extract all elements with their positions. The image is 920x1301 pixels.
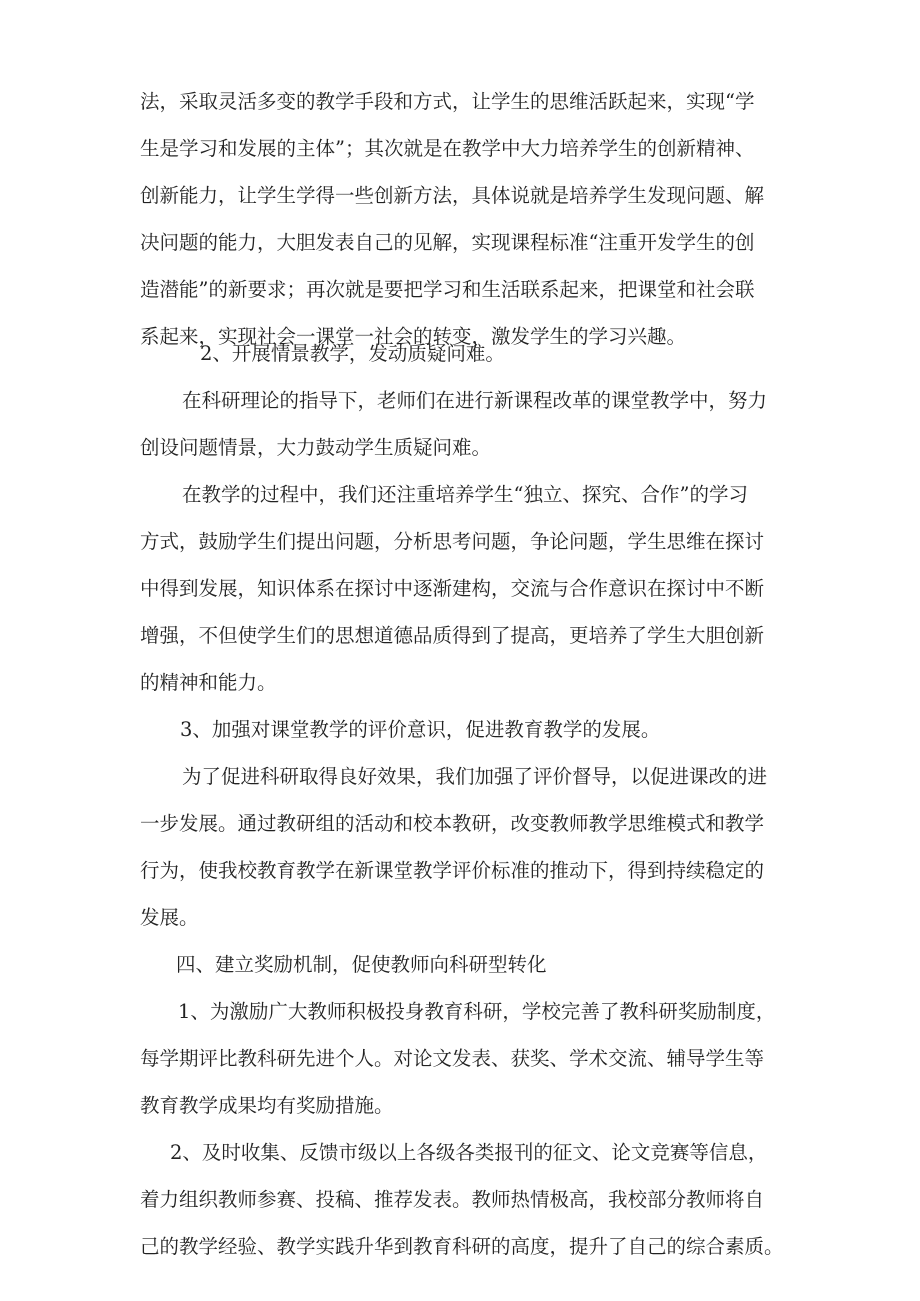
text-line: 每学期评比教科研先进个人。对论文发表、获奖、学术交流、辅导学生等 (140, 1047, 765, 1070)
text-line: 创新能力，让学生学得一些创新方法，具体说就是培养学生发现问题、解 (140, 184, 765, 207)
paragraph-first-line: 为了促进科研取得良好效果，我们加强了评价督导，以促进课改的进 (182, 765, 768, 788)
text-line: 发展。 (140, 906, 199, 929)
text-line: 系起来，实现社会一课堂一社会的转变，激发学生的学习兴趣。 (140, 325, 687, 348)
text-line: 创设问题情景，大力鼓动学生质疑问难。 (140, 436, 492, 459)
paragraph-first-line: 1、为激励广大教师积极投身教育科研，学校完善了教科研奖励制度， (178, 1000, 776, 1023)
text-line: 决问题的能力，大胆发表自己的见解，实现课程标准“注重开发学生的创 (140, 231, 755, 254)
text-line: 一步发展。通过教研组的活动和校本教研，改变教师教学思维模式和教学 (140, 812, 765, 835)
text-line: 教育教学成果均有奖励措施。 (140, 1094, 394, 1117)
text-line: 的精神和能力。 (140, 671, 277, 694)
paragraph-first-line: 在科研理论的指导下，老师们在进行新课程改革的课堂教学中，努力 (182, 389, 768, 412)
text-line: 己的教学经验、教学实践升华到教育科研的高度，提升了自己的综合素质。 (140, 1235, 784, 1258)
text-line: 中得到发展，知识体系在探讨中逐渐建构，交流与合作意识在探讨中不断 (140, 577, 765, 600)
paragraph-first-line: 2、及时收集、反馈市级以上各级各类报刊的征文、论文竞赛等信息， (170, 1141, 768, 1164)
text-line: 法，采取灵活多变的教学手段和方式，让学生的思维活跃起来，实现“学 (140, 90, 755, 113)
paragraph-first-line: 在教学的过程中，我们还注重培养学生“独立、探究、合作”的学习 (182, 483, 748, 506)
text-line: 生是学习和发展的主体”；其次就是在教学中大力培养学生的创新精神、 (140, 137, 755, 160)
section-heading: 3、加强对课堂教学的评价意识，促进教育教学的发展。 (180, 718, 661, 741)
text-line: 方式，鼓励学生们提出问题，分析思考问题，争论问题，学生思维在探讨 (140, 530, 765, 553)
text-line: 增强，不但使学生们的思想道德品质得到了提高，更培养了学生大胆创新 (140, 624, 765, 647)
text-line: 行为，使我校教育教学在新课堂教学评价标准的推动下，得到持续稳定的 (140, 859, 765, 882)
section-heading: 2、开展情景教学，发动质疑问难。 (200, 342, 505, 365)
section-heading: 四、建立奖励机制，促使教师向科研型转化 (176, 953, 547, 976)
text-line: 造潜能”的新要求；再次就是要把学习和生活联系起来，把课堂和社会联 (140, 278, 755, 301)
text-line: 着力组织教师参赛、投稿、推荐发表。教师热情极高，我校部分教师将自 (140, 1188, 765, 1211)
